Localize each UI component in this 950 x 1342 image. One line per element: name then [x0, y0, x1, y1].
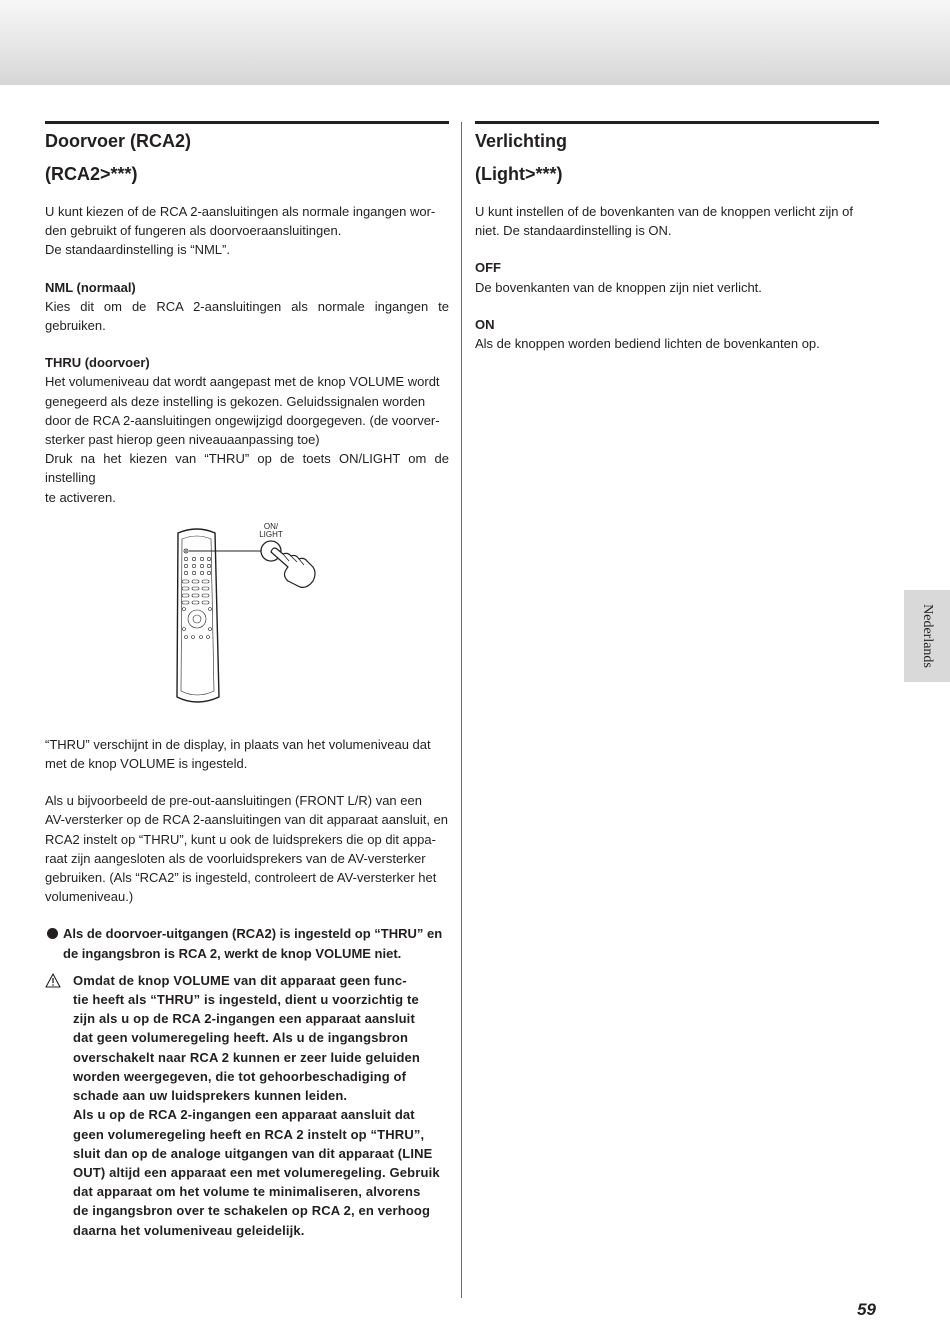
- column-divider: [461, 122, 462, 1298]
- section-rule: [45, 121, 449, 124]
- after-figure-paragraph: [45, 735, 449, 773]
- text-line: tie heeft als “THRU” is ingesteld, dient u voorzichtig te: [73, 992, 419, 1008]
- option-label: NML (normaal): [45, 279, 136, 295]
- section-light: [475, 121, 879, 353]
- section-subheading: (RCA2>***): [45, 164, 138, 184]
- text-line: daarna het volumeniveau geleidelijk.: [73, 1222, 305, 1238]
- option-text: Kies dit om de RCA 2-aansluitingen als normale ingangen te gebruiken.: [45, 298, 449, 334]
- text-line: dat geen volumeregeling heeft. Als u de ingangsbron: [73, 1030, 409, 1046]
- language-tab: [904, 590, 950, 682]
- text-line: zijn als u op de RCA 2-ingangen een apparaat aansluit: [73, 1011, 415, 1027]
- remote-control-figure: [45, 521, 449, 721]
- option-label: THRU (doorvoer): [45, 355, 150, 371]
- intro-paragraph: [475, 202, 879, 240]
- text-line: RCA2 instelt op “THRU”, kunt u ook de luidsprekers die op dit appa-: [45, 831, 436, 847]
- text-line: Als u bijvoorbeeld de pre-out-aansluitingen (FRONT L/R) van een: [45, 793, 422, 809]
- warning-triangle-icon: [45, 973, 61, 988]
- text-line: Druk na het kiezen van “THRU” op de toets ON/LIGHT om de instelling: [45, 451, 449, 486]
- text-line: volumeniveau.): [45, 889, 134, 905]
- text-line: genegeerd als deze instelling is gekozen. Geluidssignalen worden: [45, 393, 426, 409]
- text-line: te activeren.: [45, 489, 116, 505]
- text-line: worden weergegeven, die tot gehoorbeschadiging of: [73, 1068, 407, 1084]
- text-line: geen volumeregeling heeft en RCA 2 instelt op “THRU”,: [73, 1126, 425, 1142]
- text-line: de ingangsbron over te schakelen op RCA 2, en verhoog: [73, 1203, 431, 1219]
- example-paragraph: [45, 791, 449, 906]
- text-line: “THRU” verschijnt in de display, in plaats van het volumeniveau dat: [45, 736, 431, 752]
- text-line: Het volumeniveau dat wordt aangepast met de knop VOLUME wordt: [45, 374, 440, 390]
- section-heading: Doorvoer (RCA2): [45, 131, 192, 151]
- text-line: Omdat de knop VOLUME van dit apparaat geen func-: [73, 972, 407, 988]
- text-line: niet. De standaardinstelling is ON.: [475, 223, 672, 239]
- section-heading: Verlichting: [475, 131, 568, 151]
- language-tab-label: Nederlands: [920, 604, 936, 668]
- caution-note: [45, 971, 449, 1240]
- text-line: sterker past hierop geen niveauaanpassing toe): [45, 432, 320, 448]
- text-line: dat apparaat om het volume te minimaliseren, alvorens: [73, 1184, 421, 1200]
- option-text: Als de knoppen worden bediend lichten de bovenkanten op.: [475, 336, 820, 352]
- option-on: [475, 315, 879, 353]
- bullet-icon: [47, 928, 58, 939]
- section-rca2: [45, 121, 449, 1240]
- option-text: De bovenkanten van de knoppen zijn niet verlicht.: [475, 279, 762, 295]
- text-line: de ingangsbron is RCA 2, werkt de knop VOLUME niet.: [63, 945, 402, 961]
- button-label-line2: LIGHT: [259, 529, 283, 539]
- text-line: raat zijn aangesloten als de voorluidsprekers van de AV-versterker: [45, 850, 426, 866]
- text-line: overschakelt naar RCA 2 kunnen er zeer luide geluiden: [73, 1049, 421, 1065]
- text-line: U kunt kiezen of de RCA 2-aansluitingen als normale ingangen wor-: [45, 204, 436, 219]
- option-thru: [45, 353, 449, 507]
- intro-paragraph: [45, 202, 449, 260]
- page-number: 59: [857, 1300, 876, 1319]
- text-line: met de knop VOLUME is ingesteld.: [45, 756, 248, 772]
- section-subheading: (Light>***): [475, 164, 563, 184]
- option-nml: [45, 278, 449, 336]
- text-line: den gebruikt of fungeren als doorvoeraansluitingen.: [45, 223, 342, 239]
- section-rule: [475, 121, 879, 124]
- text-line: door de RCA 2-aansluitingen ongewijzigd doorgegeven. (de voorver-: [45, 412, 440, 428]
- option-label: OFF: [475, 260, 501, 276]
- text-line: Als de doorvoer-uitgangen (RCA2) is ingesteld op “THRU” en: [63, 926, 443, 942]
- page-header-band: [0, 0, 950, 85]
- text-line: sluit dan op de analoge uitgangen van dit apparaat (LINE: [73, 1145, 433, 1161]
- text-line: gebruiken. (Als “RCA2” is ingesteld, controleert de AV-versterker het: [45, 870, 437, 886]
- text-line: U kunt instellen of de bovenkanten van de knoppen verlicht zijn of: [475, 204, 853, 219]
- text-line: schade aan uw luidsprekers kunnen leiden.: [73, 1088, 348, 1104]
- option-off: [475, 258, 879, 296]
- bullet-note: [45, 924, 449, 962]
- text-line: Als u op de RCA 2-ingangen een apparaat aansluit dat: [73, 1107, 415, 1123]
- text-line: De standaardinstelling is “NML”.: [45, 242, 230, 258]
- text-line: AV-versterker op de RCA 2-aansluitingen van dit apparaat aansluit, en: [45, 812, 448, 828]
- text-line: OUT) altijd een apparaat een met volumeregeling. Gebruik: [73, 1164, 440, 1180]
- remote-control-illustration: [45, 521, 449, 721]
- option-label: ON: [475, 316, 495, 332]
- button-label-line1: ON/: [263, 521, 279, 531]
